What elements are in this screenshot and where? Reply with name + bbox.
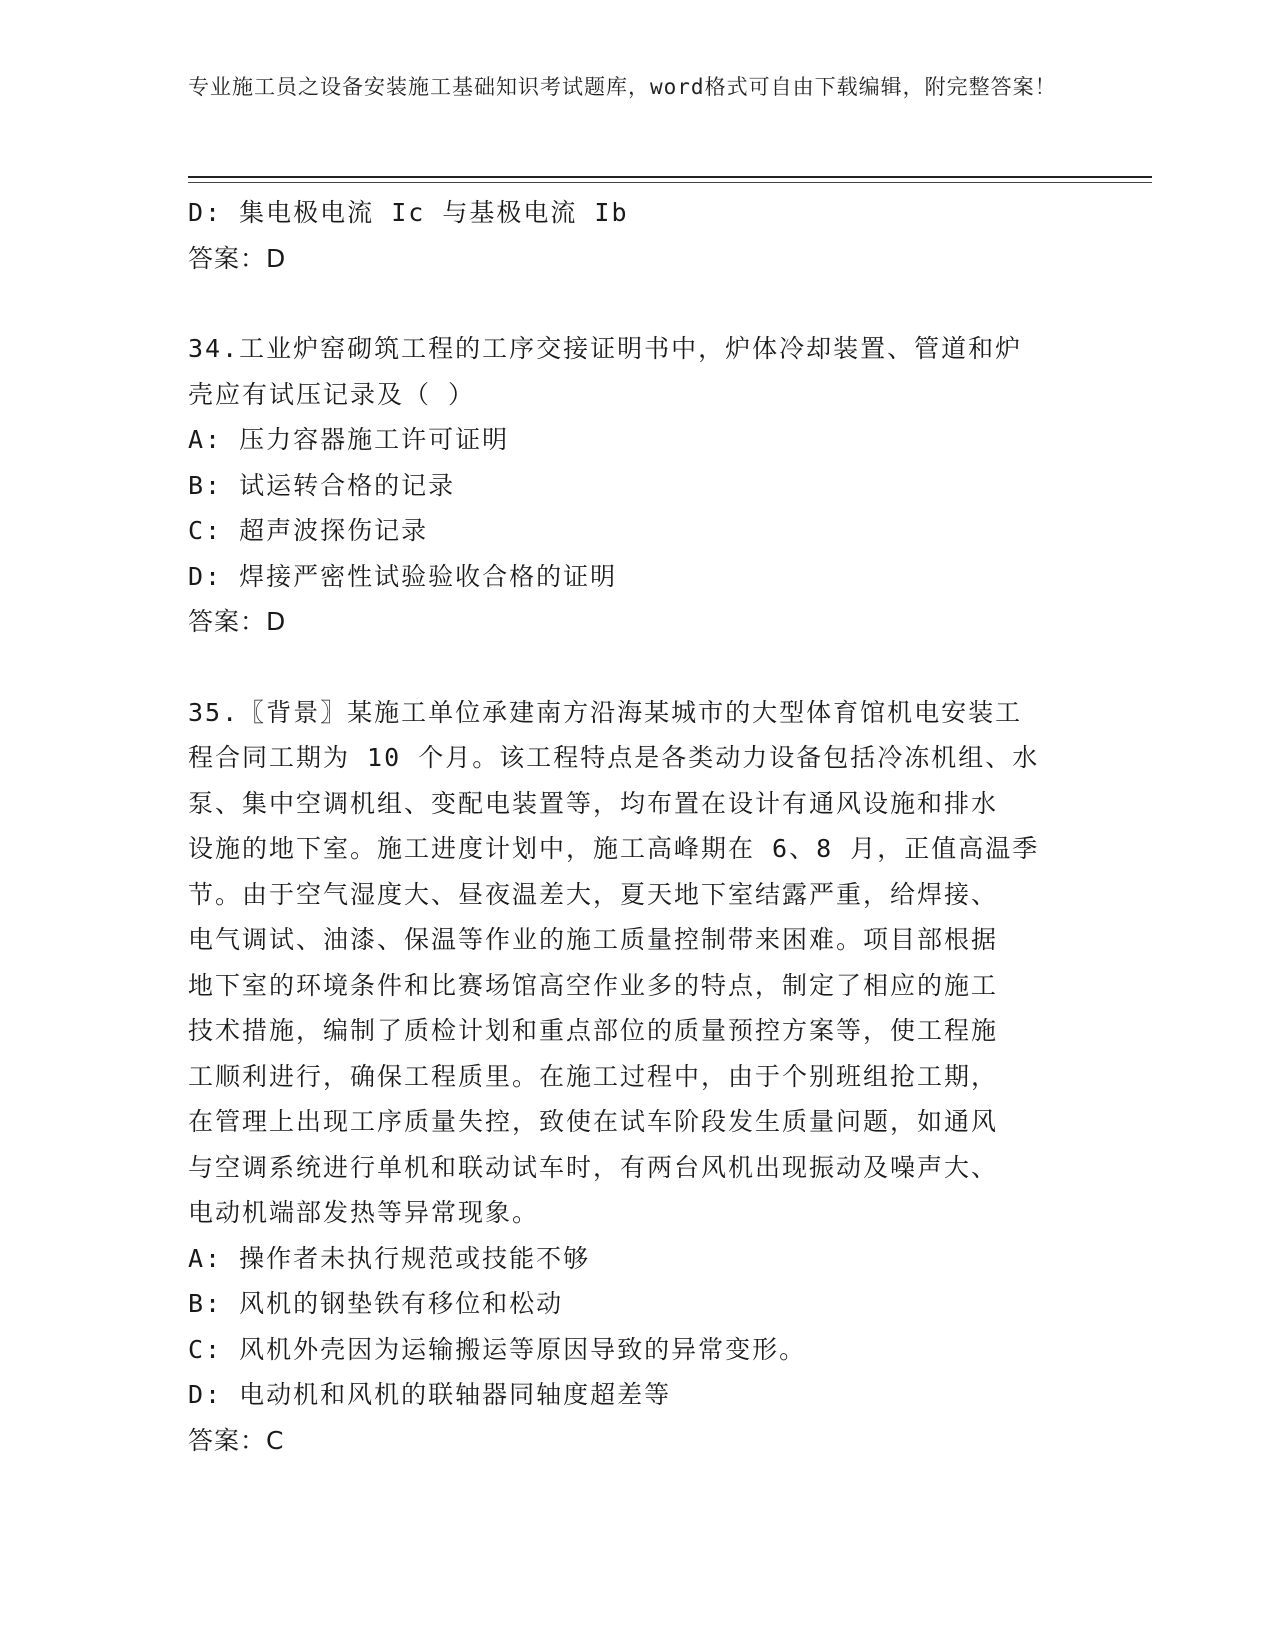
spacer — [188, 645, 1078, 690]
q34-stem-line-1: 34.工业炉窑砌筑工程的工序交接证明书中，炉体冷却装置、管道和炉 — [188, 334, 1023, 363]
document-body — [188, 190, 1078, 1463]
header-divider-thick — [188, 176, 1152, 178]
q35-stem-line: 节。由于空气湿度大、昼夜温差大，夏天地下室结露严重，给焊接、 — [188, 879, 999, 909]
q35-option-c: C: 风机外壳因为运输搬运等原因导致的异常变形。 — [188, 1334, 807, 1364]
q35-stem-line: 35.〖背景〗某施工单位承建南方沿海某城市的大型体育馆机电安装工 — [188, 697, 1023, 727]
page-header: 专业施工员之设备安装施工基础知识考试题库，word格式可自由下载编辑，附完整答案！ — [188, 75, 1057, 99]
header-divider-thin — [188, 182, 1152, 183]
q35-option-b: B: 风机的钢垫铁有移位和松动 — [188, 1289, 564, 1318]
q35-stem-line: 与空调系统进行单机和联动试车时，有两台风机出现振动及噪声大、 — [188, 1152, 999, 1182]
q35-stem — [188, 690, 1078, 1236]
q35-stem-line: 电动机端部发热等异常现象。 — [188, 1198, 540, 1227]
q35-option-d: D: 电动机和风机的联轴器同轴度超差等 — [188, 1380, 672, 1409]
q34-option-a: A: 压力容器施工许可证明 — [188, 425, 510, 454]
q34-option-c: C: 超声波探伤记录 — [188, 516, 429, 545]
q35-stem-line: 工顺利进行，确保工程质里。在施工过程中，由于个别班组抢工期， — [188, 1061, 999, 1091]
q35-stem-line: 地下室的环境条件和比赛场馆高空作业多的特点，制定了相应的施工 — [188, 970, 999, 1000]
q35-stem-line: 设施的地下室。施工进度计划中，施工高峰期在 6、8 月，正值高温季 — [188, 834, 1040, 863]
q35-answer: 答案：C — [188, 1425, 285, 1455]
prev-question-option-d: D: 集电极电流 Ic 与基极电流 Ib — [188, 198, 629, 227]
q35-stem-line: 泵、集中空调机组、变配电装置等，均布置在设计有通风设施和排水 — [188, 788, 999, 818]
q35-stem-line: 在管理上出现工序质量失控，致使在试车阶段发生质量问题，如通风 — [188, 1107, 999, 1136]
q35-stem-line: 技术措施，编制了质检计划和重点部位的质量预控方案等，使工程施 — [188, 1016, 999, 1045]
q34-stem-line-2: 壳应有试压记录及（ ） — [188, 379, 476, 409]
spacer — [188, 281, 1078, 326]
q34-option-b: B: 试运转合格的记录 — [188, 470, 456, 500]
q34-answer: 答案：D — [188, 607, 287, 636]
q35-stem-line: 电气调试、油漆、保温等作业的施工质量控制带来困难。项目部根据 — [188, 925, 999, 954]
q35-stem-line: 程合同工期为 10 个月。该工程特点是各类动力设备包括冷冻机组、水 — [188, 743, 1040, 772]
q35-option-a: A: 操作者未执行规范或技能不够 — [188, 1243, 591, 1273]
prev-question-answer: 答案：D — [188, 243, 287, 273]
q34-option-d: D: 焊接严密性试验验收合格的证明 — [188, 561, 618, 591]
